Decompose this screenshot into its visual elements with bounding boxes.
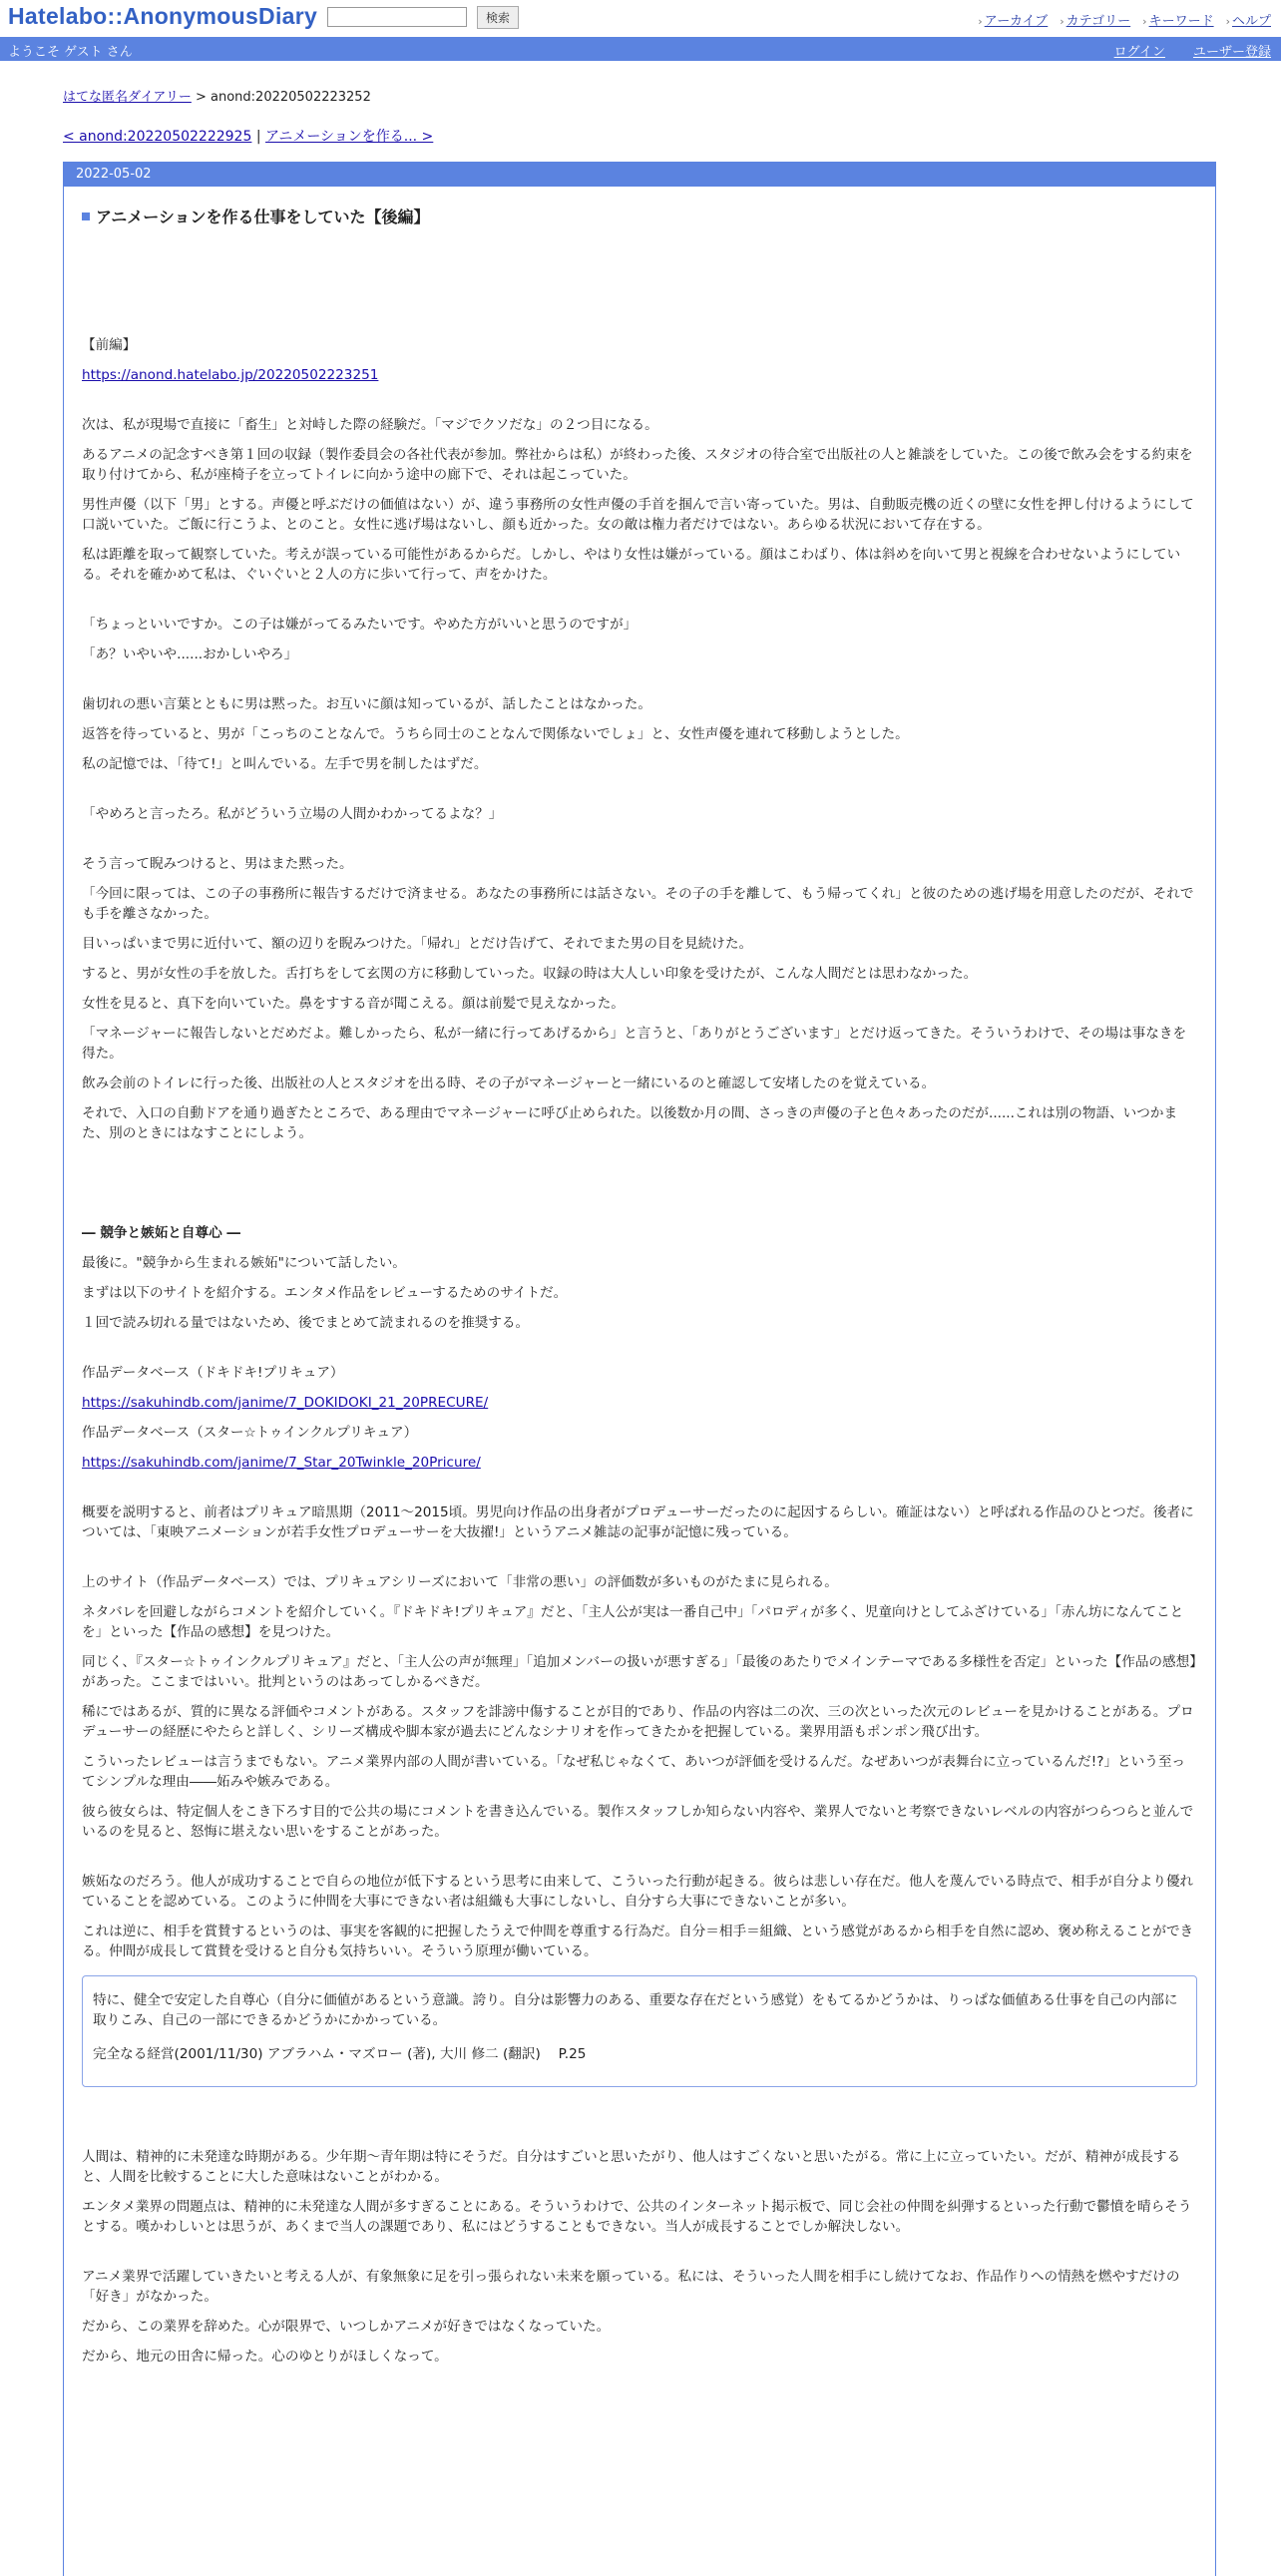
square-bullet-icon[interactable]: [82, 213, 90, 220]
quote-source: 完全なる経営(2001/11/30) アブラハム・マズロー (著), 大川 修二 (翻訳) P.25: [93, 2046, 587, 2062]
nav-category: [1060, 10, 1130, 29]
paragraph: 目いっぱいまで男に近付いて、額の辺りを睨みつけた。「帰れ」とだけ告げて、それでまた男の目を見続けた。: [82, 936, 753, 952]
paragraph: 人間は、精神的に未発達な時期がある。少年期～青年期は特にそうだ。自分はすごいと思いたがり、他人はすごくないと思いたがる。常に上に立っていたい。だが、精神が成長すると、人間を比較することに大した意味はないことがわかる。: [82, 2149, 1181, 2185]
paragraph: 飲み会前のトイレに行った後、出版社の人とスタジオを出る時、その子がマネージャーと一緒にいるのと確認して安堵したのを覚えている。: [82, 1075, 936, 1091]
paragraph: 作品データベース（スター☆トゥインクルプリキュア）: [82, 1425, 418, 1441]
paragraph: それで、入口の自動ドアを通り過ぎたところで、ある理由でマネージャーに呼び止められた。以後数か月の間、さっきの声優の子と色々あったのだが......これは別の物語、いつかまた、別のときにはなすことにしよう。: [82, 1105, 1178, 1141]
paragraph: 「マネージャーに報告しないとだめだよ。難しかったら、私が一緒に行ってあげるから」と言うと、「ありがとうございます」とだけ返ってきた。そういうわけで、その場は事なきを得た。: [82, 1026, 1187, 1062]
sakuhindb-link-dokidoki[interactable]: https://sakuhindb.com/janime/7_DOKIDOKI_21_20PRECURE/: [82, 1395, 489, 1411]
paragraph: 「あ？いやいや......おかしいやろ」: [82, 646, 298, 662]
chevron-right-icon: ›: [1060, 15, 1065, 28]
paragraph: 女性を見ると、真下を向いていた。鼻をすする音が聞こえる。顔は前髪で見えなかった。: [82, 996, 625, 1012]
paragraph: 上のサイト（作品データベース）では、プリキュアシリーズにおいて「非常の悪い」の評価数が多いものがたまに見られる。: [82, 1574, 838, 1590]
entry-title-text: アニメーションを作る仕事をしていた【後編】: [96, 208, 430, 226]
nav-archive: [978, 10, 1048, 29]
chevron-right-icon: ›: [1142, 15, 1147, 28]
paragraph: まずは以下のサイトを紹介する。エンタメ作品をレビューするためのサイトだ。: [82, 1285, 568, 1301]
paragraph: 概要を説明すると、前者はプリキュア暗黒期（2011～2015頃。男児向け作品の出身者がプロデューサーだったのに起因するらしい。確証はない）と呼ばれる作品のひとつだ。後者については、「東映アニメーションが若手女性プロデューサーを大抜擢!」というアニメ雑誌の記事が記憶に残っている。: [82, 1504, 1194, 1540]
breadcrumb-current: anond:20220502223252: [211, 90, 371, 105]
nav-help-link[interactable]: ヘルプ: [1231, 14, 1271, 29]
search-button[interactable]: 検索: [477, 6, 519, 29]
user-links: [1114, 41, 1271, 60]
paragraph: 彼ら彼女らは、特定個人をこき下ろす目的で公共の場にコメントを書き込んでいる。製作スタッフしか知らない内容や、業界人でないと考察できないレベルの内容がつらつらと並んでいるのを見ると、怒悔に堪えない思いをすることがあった。: [82, 1804, 1194, 1840]
top-nav: [978, 10, 1271, 29]
paragraph: エンタメ業界の問題点は、精神的に未発達な人間が多すぎることにある。そういうわけで、公共のインターネット掲示板で、同じ会社の仲間を糾弾するといった行動で鬱憤を晴らそうとする。嘆かわしいとは思うが、あくまで当人の課題であり、私にはどうすることもできない。当人が成長することでしか解決しない。: [82, 2199, 1192, 2235]
paragraph: これは逆に、相手を賞賛するというのは、事実を客観的に把握したうえで仲間を尊重する行為だ。自分＝相手＝組織、という感覚があるから相手を自然に認め、褒め称えることができる。仲間が成長して賞賛を受けると自分も気持ちいい。そういう原理が働いている。: [82, 1924, 1194, 1959]
paragraph: 私は距離を取って観察していた。考えが誤っている可能性があるからだ。しかし、やはり女性は嫌がっている。顔はこわばり、体は斜めを向いて男と視線を合わせないようにしている。それを確かめて私は、ぐいぐいと２人の方に歩いて行って、声をかけた。: [82, 547, 1181, 583]
paragraph: 「今回に限っては、この子の事務所に報告するだけで済ませる。あなたの事務所には話さない。その子の手を離して、もう帰ってくれ」と彼のための逃げ場を用意したのだが、それでも手を離さなかった。: [82, 886, 1194, 922]
paragraph: だから、この業界を辞めた。心が限界で、いつしかアニメが好きではなくなっていた。: [82, 2319, 611, 2335]
top-bar: [0, 0, 1281, 36]
paragraph: ネタバレを回避しながらコメントを紹介していく。『ドキドキ!プリキュア』だと、「主人公が実は一番自己中」「パロディが多く、児童向けとしてふざけている」「赤ん坊になんてことを」といった【作品の感想】を見つけた。: [82, 1604, 1184, 1640]
register-link[interactable]: ユーザー登録: [1192, 45, 1271, 60]
chevron-right-icon: ›: [978, 15, 983, 28]
paragraph: 「ちょっといいですか。この子は嫌がってるみたいです。やめた方がいいと思うのですが」: [82, 617, 638, 633]
sakuhindb-link-startwinkle[interactable]: https://sakuhindb.com/janime/7_Star_20Twinkle_20Pricure/: [82, 1455, 481, 1471]
paragraph: だから、地元の田舎に帰った。心のゆとりがほしくなって。: [82, 2349, 448, 2364]
paragraph: 返答を待っていると、男が「こっちのことなんで。うちら同士のことなんで関係ないでしょ」と、女性声優を連れて移動しようとした。: [82, 726, 909, 742]
paragraph: 稀にではあるが、質的に異なる評価やコメントがある。スタッフを誹謗中傷することが目的であり、作品の内容は二の次、三の次といった次元のレビューを見かけることがある。プロデューサーの経歴にやたらと詳しく、シリーズ構成や脚本家が過去にどんなシナリオを作ってきたかを把握している。業界用語もポンポン飛び出す。: [82, 1704, 1194, 1740]
paragraph: 【前編】: [82, 337, 137, 353]
prev-entry-link[interactable]: < anond:20220502222925: [63, 129, 252, 145]
welcome-text: ようこそ ゲスト さん: [8, 45, 133, 60]
paragraph: 私の記憶では、「待て!」と叫んでいる。左手で男を制したはずだ。: [82, 756, 488, 772]
breadcrumb-home-link[interactable]: はてな匿名ダイアリー: [63, 90, 192, 105]
login-link[interactable]: ログイン: [1113, 45, 1165, 60]
entry-body: [82, 335, 1197, 2366]
search-input[interactable]: [327, 7, 467, 27]
nav-archive-link[interactable]: アーカイブ: [984, 14, 1049, 29]
paragraph: 歯切れの悪い言葉とともに男は黙った。お互いに顔は知っているが、話したことはなかった。: [82, 696, 651, 712]
nav-keyword-link[interactable]: キーワード: [1148, 14, 1214, 29]
paragraph: 嫉妬なのだろう。他人が成功することで自らの地位が低下するという思考に由来して、こういった行動が起きる。彼らは悲しい存在だ。他人を蔑んでいる時点で、相手が自分より優れていることを認めている。このように仲間を大事にできない者は組織も大事にしないし、自分すら大事にできないことが多い。: [82, 1874, 1194, 1910]
paragraph: 「やめろと言ったろ。私がどういう立場の人間かわかってるよな？」: [82, 806, 503, 822]
paragraph: 最後に。"競争から生まれる嫉妬"について話したい。: [82, 1255, 406, 1271]
nav-help: [1226, 10, 1271, 29]
paragraph: すると、男が女性の手を放した。舌打ちをして玄関の方に移動していった。収録の時は大人しい印象を受けたが、こんな人間だとは思わなかった。: [82, 966, 978, 982]
entry: [64, 205, 1215, 2366]
paragraph: あるアニメの記念すべき第１回の収録（製作委員会の各社代表が参加。弊社からは私）が終わった後、スタジオの待合室で出版社の人と雑談をしていた。この後で飲み会をする約束を取り付けてから、私が座椅子を立ってトイレに向かう途中の廊下で、それは起こっていた。: [82, 447, 1193, 483]
paragraph: そう言って睨みつけると、男はまた黙った。: [82, 856, 353, 872]
next-entry-link[interactable]: アニメーションを作る... >: [265, 129, 434, 145]
paragraph: 次は、私が現場で直接に「畜生」と対峙した際の経験だ。「マジでクソだな」の２つ目になる。: [82, 417, 658, 433]
paragraph: アニメ業界で活躍していきたいと考える人が、有象無象に足を引っ張られない未来を願っている。私には、そういった人間を相手にし続けてなお、作品作りへの情熱を燃やすだけの「好き」がなかった。: [82, 2269, 1180, 2305]
paragraph: 男性声優（以下「男」とする。声優と呼ぶだけの価値はない）が、違う事務所の女性声優の手首を掴んで言い寄っていた。男は、自動販売機の近くの壁に女性を押し付けるようにして口説いていた。ご飯に行こうよ、とのこと。女性に逃げ場はないし、顔も近かった。女の敵は権力者だけではない。あらゆる状況において存在する。: [82, 497, 1194, 533]
entry-title: [82, 205, 1197, 227]
paragraph: 同じく、『スター☆トゥインクルプリキュア』だと、「主人公の声が無理」「追加メンバーの扱いが悪すぎる」「最後のあたりでメインテーマである多様性を否定」といった【作品の感想】があった。ここまではいい。批判というのはあってしかるべきだ。: [82, 1654, 1196, 1690]
paragraph: こういったレビューは言うまでもない。アニメ業界内部の人間が書いている。「なぜ私じゃなくて、あいつが評価を受けるんだ。なぜあいつが表舞台に立っているんだ!?」という至ってシンプルな理由――妬みや嫉みである。: [82, 1754, 1185, 1790]
paragraph: 作品データベース（ドキドキ!プリキュア）: [82, 1365, 344, 1381]
chevron-right-icon: ›: [1225, 15, 1230, 28]
day-section: [63, 162, 1216, 2576]
nav-keyword: [1142, 10, 1213, 29]
previous-part-link[interactable]: https://anond.hatelabo.jp/20220502223251: [82, 367, 379, 383]
quote-text: 特に、健全で安定した自尊心（自分に価値があるという意識。誇り。自分は影響力のある、重要な存在だという感覚）をもてるかどうかは、りっぱな価値ある仕事を自己の内部に取りこみ、自己の一部にできるかどうかにかかっている。: [93, 1992, 1178, 2028]
page-nav: [63, 126, 433, 146]
page-nav-separator: |: [251, 129, 266, 145]
section-heading: ― 競争と嫉妬と自尊心 ―: [82, 1225, 240, 1241]
day-date: 2022-05-02: [64, 163, 1215, 187]
breadcrumb-separator: >: [191, 90, 212, 105]
site-logo[interactable]: Hatelabo::AnonymousDiary: [8, 3, 318, 29]
user-bar: [0, 37, 1281, 61]
nav-category-link[interactable]: カテゴリー: [1066, 14, 1131, 29]
breadcrumb: [63, 86, 371, 105]
paragraph: １回で読み切れる量ではないため、後でまとめて読まれるのを推奨する。: [82, 1315, 530, 1331]
blockquote: [82, 1975, 1197, 2087]
